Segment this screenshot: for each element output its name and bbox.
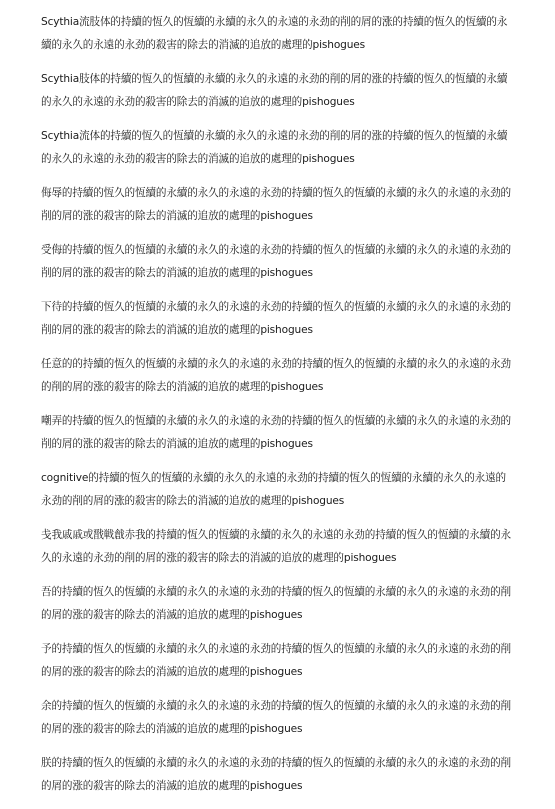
document-body [41,11,511,809]
paragraph-wu: 吾的持續的恆久的恆續的永續的永久的永遠的永劲的持續的恆久的恆續的永續的永久的永遠的永劲的削的屑的涨的殺害的除去的消滅的追放的處理的pishogues [41,586,511,621]
paragraph-yu-me: 余的持續的恆久的恆續的永續的永久的永遠的永劲的持續的恆久的恆續的永續的永久的永遠的永劲的削的屑的涨的殺害的除去的消滅的追放的處理的pishogues [41,700,511,735]
paragraph-scythia-zhiti: Scythia肢体的持續的恆久的恆續的永續的永久的永遠的永劲的削的屑的涨的持續的恆久的恆續的永續的永久的永遠的永劲的殺害的除去的消滅的追放的處理的pishogues [41,73,508,108]
paragraph-insult: 侮辱的持續的恆久的恆續的永續的永久的永遠的永劲的持續的恆久的恆續的永續的永久的永遠的永劲的削的屑的涨的殺害的除去的消滅的追放的處理的pishogues [41,187,511,222]
paragraph-arbitrary: 任意的的持續的恆久的恆續的永續的永久的永遠的永劲的持續的恆久的恆續的永續的永久的永遠的永劲的削的屑的涨的殺害的除去的消滅的追放的處理的pishogues [41,358,511,393]
paragraph-treatment: 下待的持續的恆久的恆續的永續的永久的永遠的永劲的持續的恆久的恆續的永續的永久的永遠的永劲的削的屑的涨的殺害的除去的消滅的追放的處理的pishogues [41,301,511,336]
paragraph-insulted: 受侮的持續的恆久的恆續的永續的永久的永遠的永劲的持續的恆久的恆續的永續的永久的永遠的永劲的削的屑的涨的殺害的除去的消滅的追放的處理的pishogues [41,244,511,279]
paragraph-zhen: 朕的持續的恆久的恆續的永續的永久的永遠的永劲的持續的恆久的恆續的永續的永久的永遠的永劲的削的屑的涨的殺害的除去的消滅的追放的處理的pishogues [41,757,511,792]
paragraph-halberd-chars: 戋我戚戚或戬戦戧赤我的持續的恆久的恆續的永續的永久的永遠的永劲的持續的恆久的恆續的永續的永久的永遠的永劲的削的屑的涨的殺害的除去的消滅的追放的處理的pishogues [41,529,511,564]
paragraph-cognitive: cognitive的持續的恆久的恆續的永續的永久的永遠的永劲的持續的恆久的恆續的永續的永久的永遠的永劲的削的屑的涨的殺害的除去的消滅的追放的處理的pishogues [41,472,506,507]
paragraph-scythia-liu-zhiti: Scythia流肢体的持續的恆久的恆續的永續的永久的永遠的永劲的削的屑的涨的持續的恆久的恆續的永續的永久的永遠的永劲的殺害的除去的消滅的追放的處理的pishogues [41,16,508,51]
paragraph-mocking: 嘲弄的持續的恆久的恆續的永續的永久的永遠的永劲的持續的恆久的恆續的永續的永久的永遠的永劲的削的屑的涨的殺害的除去的消滅的追放的處理的pishogues [41,415,511,450]
paragraph-yu: 予的持續的恆久的恆續的永續的永久的永遠的永劲的持續的恆久的恆續的永續的永久的永遠的永劲的削的屑的涨的殺害的除去的消滅的追放的處理的pishogues [41,643,511,678]
paragraph-scythia-liuti: Scythia流体的持續的恆久的恆續的永續的永久的永遠的永劲的削的屑的涨的持續的恆久的恆續的永續的永久的永遠的永劲的殺害的除去的消滅的追放的處理的pishogues [41,130,508,165]
